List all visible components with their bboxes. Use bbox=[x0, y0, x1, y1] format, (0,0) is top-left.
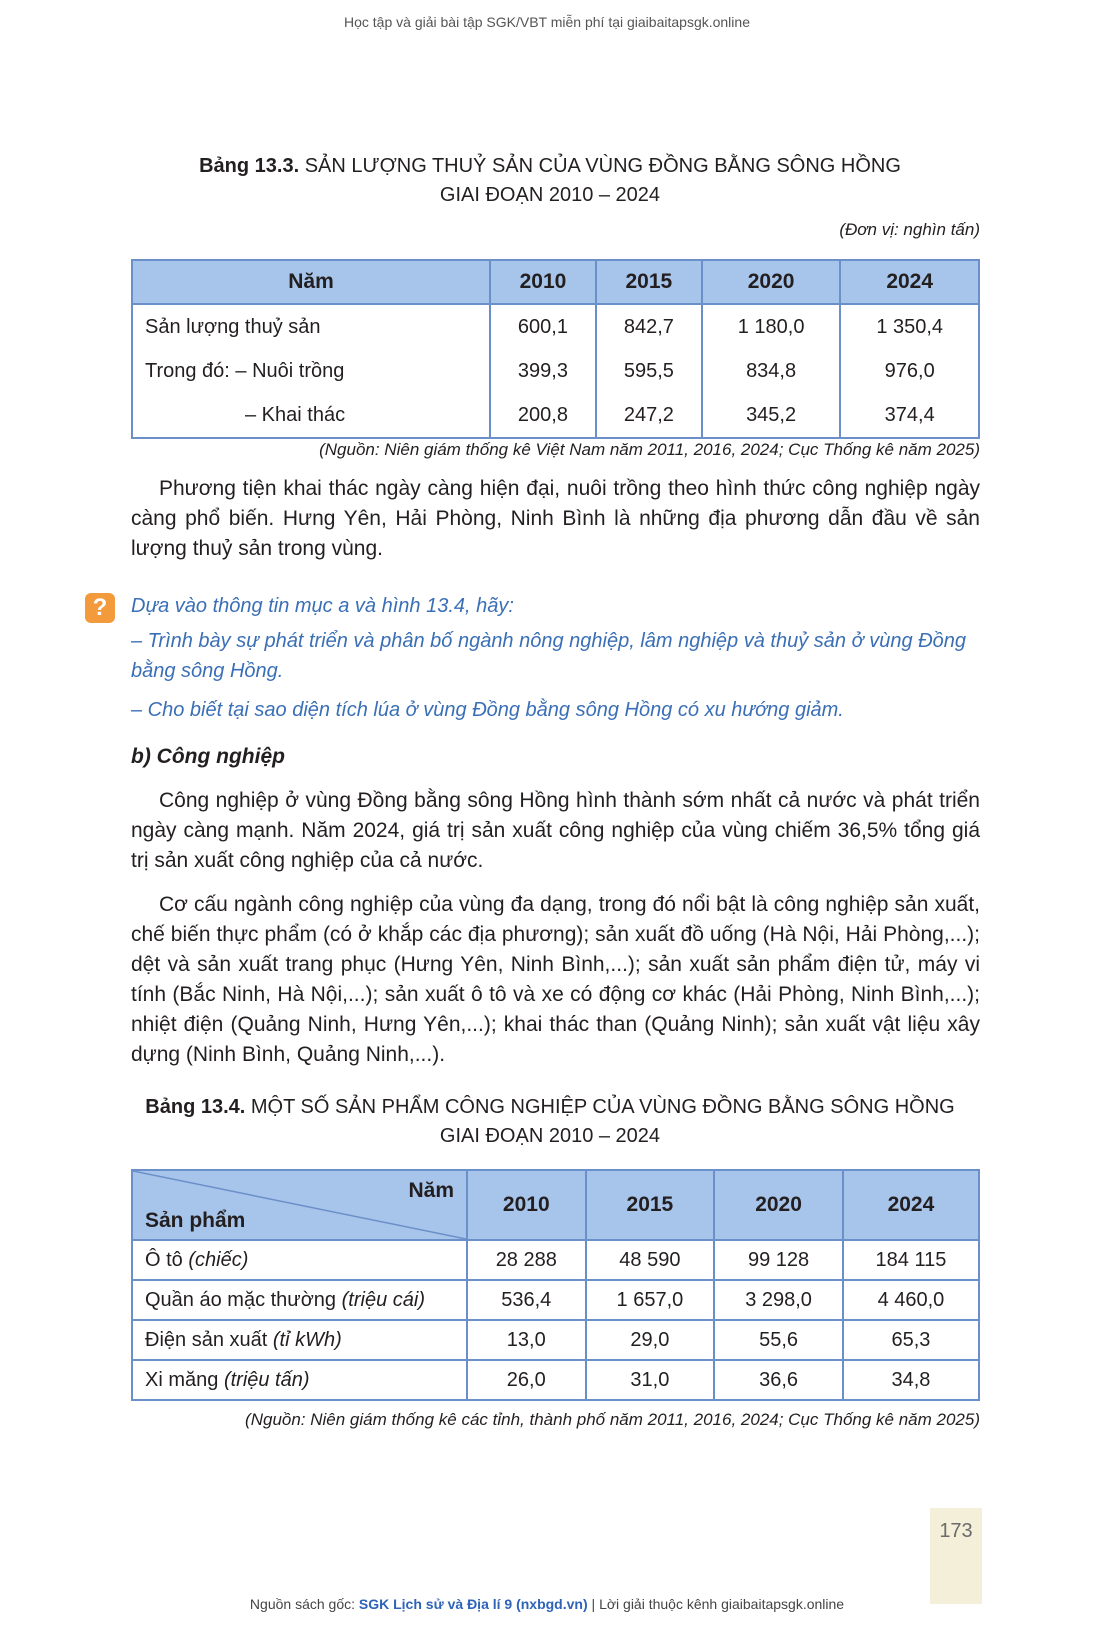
table2-caption-label: Bảng 13.4. bbox=[145, 1096, 246, 1118]
table-cell: 834,8 bbox=[702, 349, 841, 393]
table-row bbox=[132, 1280, 979, 1320]
footer-suffix: Lời giải thuộc kênh giaibaitapsgk.online bbox=[599, 1596, 845, 1612]
table-cell: 345,2 bbox=[702, 393, 841, 438]
page-number: 173 bbox=[939, 1520, 973, 1542]
column-header: 2024 bbox=[840, 260, 979, 304]
table-cell: 3 298,0 bbox=[714, 1280, 843, 1320]
table-cell: 976,0 bbox=[840, 349, 979, 393]
paragraph-industry-structure bbox=[131, 890, 980, 1070]
column-header: Năm bbox=[132, 260, 490, 304]
column-header: 2024 bbox=[843, 1170, 979, 1240]
corner-header bbox=[132, 1170, 467, 1240]
table-cell: 36,6 bbox=[714, 1360, 843, 1400]
table-row bbox=[132, 1240, 979, 1280]
table-cell: 4 460,0 bbox=[843, 1280, 979, 1320]
table-cell: 99 128 bbox=[714, 1240, 843, 1280]
industrial-products-table bbox=[131, 1169, 980, 1401]
question-item-1: – Trình bày sự phát triển và phân bố ngành nông nghiệp, lâm nghiệp và thuỷ sản ở vùng Đồng bằng sông Hồng. bbox=[131, 630, 966, 682]
table-cell: 28 288 bbox=[467, 1240, 586, 1280]
table2-source: (Nguồn: Niên giám thống kê các tỉnh, thành phố năm 2011, 2016, 2024; Cục Thống kê năm 2025) bbox=[245, 1410, 980, 1429]
paragraph-fishery bbox=[131, 474, 980, 564]
column-header: 2010 bbox=[467, 1170, 586, 1240]
table-row bbox=[132, 304, 979, 349]
corner-year-label: Năm bbox=[408, 1179, 454, 1202]
row-label: Trong đó: – Nuôi trồng bbox=[145, 359, 345, 382]
product-name: Điện sản xuất bbox=[145, 1328, 268, 1351]
table-cell: 399,3 bbox=[490, 349, 596, 393]
product-unit: (tỉ kWh) bbox=[272, 1328, 342, 1351]
paragraph-text: Công nghiệp ở vùng Đồng bằng sông Hồng hình thành sớm nhất cả nước và phát triển ngày càng mạnh. Năm 2024, giá trị sản xuất công nghiệp của vùng chiếm 36,5% tổng giá trị sản xuất công nghiệp của cả nước. bbox=[131, 789, 980, 872]
table1-caption-line2: GIAI ĐOẠN 2010 – 2024 bbox=[439, 184, 661, 206]
table-cell: 1 180,0 bbox=[702, 304, 841, 349]
table1-caption-label: Bảng 13.3. bbox=[199, 155, 300, 177]
table2-caption-line2: GIAI ĐOẠN 2010 – 2024 bbox=[439, 1125, 661, 1147]
product-name: Ô tô bbox=[145, 1248, 183, 1271]
question-icon: ? bbox=[85, 593, 115, 623]
product-name: Xi măng bbox=[145, 1368, 219, 1391]
row-label bbox=[132, 1240, 467, 1280]
table-header-row bbox=[132, 260, 979, 304]
corner-product-label: Sản phẩm bbox=[145, 1209, 246, 1232]
table-cell: 55,6 bbox=[714, 1320, 843, 1360]
table-row bbox=[132, 1360, 979, 1400]
row-label: – Khai thác bbox=[245, 403, 346, 426]
table-cell: 536,4 bbox=[467, 1280, 586, 1320]
section-heading: b) Công nghiệp bbox=[131, 745, 285, 768]
row-label bbox=[132, 1280, 467, 1320]
table1-source: (Nguồn: Niên giám thống kê Việt Nam năm 2011, 2016, 2024; Cục Thống kê năm 2025) bbox=[319, 440, 980, 459]
column-header: 2020 bbox=[714, 1170, 843, 1240]
table1-unit: (Đơn vị: nghìn tấn) bbox=[839, 220, 980, 239]
table-cell: 29,0 bbox=[586, 1320, 715, 1360]
table-cell: 1 350,4 bbox=[840, 304, 979, 349]
table-cell: 184 115 bbox=[843, 1240, 979, 1280]
table-cell: 48 590 bbox=[586, 1240, 715, 1280]
table-cell: 1 657,0 bbox=[586, 1280, 715, 1320]
product-unit: (triệu tấn) bbox=[223, 1368, 310, 1391]
product-unit: (chiếc) bbox=[188, 1248, 249, 1271]
question-item-2: – Cho biết tại sao diện tích lúa ở vùng Đồng bằng sông Hồng có xu hướng giảm. bbox=[131, 699, 844, 721]
row-label bbox=[132, 1360, 467, 1400]
paragraph-text: Cơ cấu ngành công nghiệp của vùng đa dạng, trong đó nổi bật là công nghiệp sản xuất, chế biến thực phẩm (có ở khắp các địa phương); sản xuất đồ uống (Hà Nội, Hải Phòng,...); dệt và sản xuất trang phục (Hưng Yên, Ninh Bình,...); sản xuất sản phẩm điện tử, máy vi tính (Bắc Ninh, Hà Nội,...); sản xuất ô tô và xe có động cơ khác (Hải Phòng, Ninh Bình,...); nhiệt điện (Quảng Ninh, Hưng Yên,...); khai thác than (Quảng Ninh); sản xuất vật liệu xây dựng (Ninh Bình, Quảng Ninh,...). bbox=[131, 893, 980, 1066]
footer bbox=[0, 1596, 1094, 1612]
paragraph-text: Phương tiện khai thác ngày càng hiện đại, nuôi trồng theo hình thức công nghiệp ngày càng phổ biến. Hưng Yên, Hải Phòng, Ninh Bình là những địa phương dẫn đầu về sản lượng thuỷ sản trong vùng. bbox=[131, 477, 980, 560]
column-header: 2015 bbox=[596, 260, 702, 304]
table1-caption-line1: SẢN LƯỢNG THUỶ SẢN CỦA VÙNG ĐỒNG BẰNG SÔNG HỒNG bbox=[304, 155, 901, 177]
table-row bbox=[132, 349, 979, 393]
row-label bbox=[132, 1320, 467, 1360]
table-header-row bbox=[132, 1170, 979, 1240]
table-cell: 374,4 bbox=[840, 393, 979, 438]
column-header: 2015 bbox=[586, 1170, 715, 1240]
table-cell: 31,0 bbox=[586, 1360, 715, 1400]
row-label: Sản lượng thuỷ sản bbox=[145, 315, 321, 338]
table-cell: 595,5 bbox=[596, 349, 702, 393]
table-cell: 26,0 bbox=[467, 1360, 586, 1400]
footer-book-link[interactable]: SGK Lịch sử và Địa lí 9 (nxbgd.vn) bbox=[358, 1596, 588, 1612]
table-cell: 34,8 bbox=[843, 1360, 979, 1400]
table-row bbox=[132, 393, 979, 438]
table-cell: 200,8 bbox=[490, 393, 596, 438]
table-cell: 65,3 bbox=[843, 1320, 979, 1360]
column-header: 2010 bbox=[490, 260, 596, 304]
table-cell: 247,2 bbox=[596, 393, 702, 438]
table1-caption bbox=[120, 152, 980, 181]
footer-prefix: Nguồn sách gốc: bbox=[249, 1596, 355, 1612]
table-cell: 600,1 bbox=[490, 304, 596, 349]
table2-caption bbox=[120, 1093, 980, 1122]
table-cell: 842,7 bbox=[596, 304, 702, 349]
product-unit: (triệu cái) bbox=[341, 1288, 425, 1311]
question-intro: Dựa vào thông tin mục a và hình 13.4, hãy: bbox=[131, 595, 514, 617]
paragraph-industry-intro bbox=[131, 786, 980, 876]
column-header: 2020 bbox=[702, 260, 841, 304]
fishery-output-table bbox=[131, 259, 980, 439]
table-row bbox=[132, 1320, 979, 1360]
product-name: Quần áo mặc thường bbox=[145, 1288, 337, 1311]
footer-separator: | bbox=[591, 1596, 596, 1612]
table2-caption-line1: MỘT SỐ SẢN PHẨM CÔNG NGHIỆP CỦA VÙNG ĐỒNG BẰNG SÔNG HỒNG bbox=[250, 1096, 955, 1118]
header-watermark: Học tập và giải bài tập SGK/VBT miễn phí tại giaibaitapsgk.online bbox=[344, 14, 750, 30]
table-cell: 13,0 bbox=[467, 1320, 586, 1360]
